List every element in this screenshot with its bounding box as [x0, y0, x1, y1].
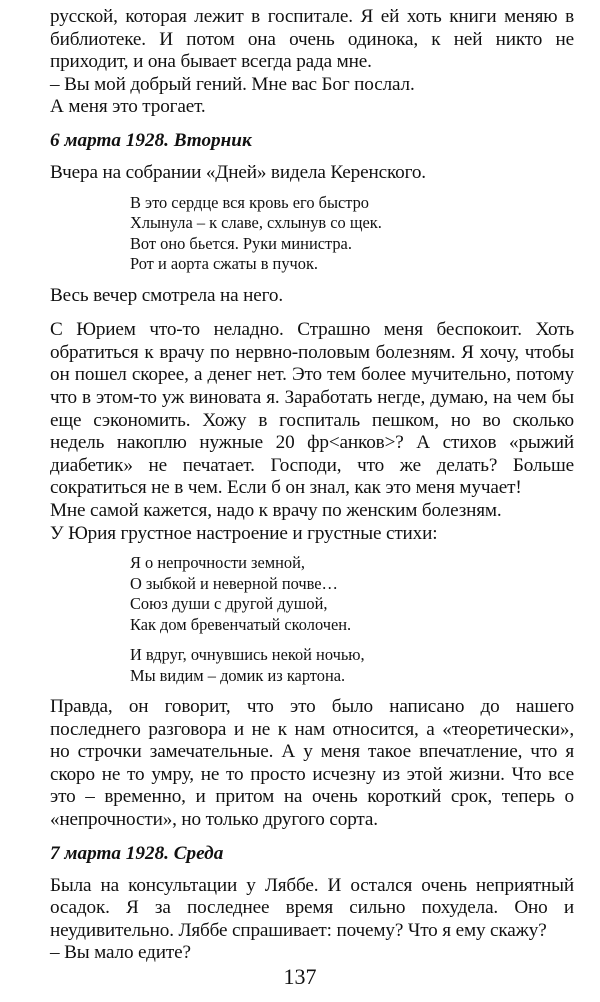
paragraph-mood: У Юрия грустное настроение и грустные стихи: — [50, 522, 438, 544]
poem-line: Мы видим – домик из картона. — [130, 665, 346, 685]
paragraph-touched: А меня это трогает. — [50, 96, 206, 118]
poem-yuri — [130, 553, 574, 686]
poem-line: Союз души с другой душой, — [130, 594, 328, 614]
dialog-line: – Вы мало едите? — [50, 942, 191, 964]
poem-line: Вот оно бьется. Руки министра. — [130, 233, 352, 253]
paragraph-yuri: С Юрием что-то неладно. Страшно меня беспокоит. Хоть обратиться к врачу по нервно-половым болезням. Я хочу, чтобы он пошел скорее, а денег нет. Это тем более мучительно, потому что в этом-то уж виновата я. Заработать негде, думаю, на чем бы еще сэкономить. Хожу в госпиталь пешком, но во сколько недель накоплю нужные 20 фр<анков>? А стихов «рыжий диабетик» не печатает. Господи, что же делать? Больше сократиться не в чем. Если б он знал, как это меня мучает! — [50, 319, 574, 499]
paragraph-kerensky: Вчера на собрании «Дней» видела Керенского. — [50, 161, 426, 183]
poem-line: Как дом бревенчатый сколочен. — [130, 614, 352, 634]
paragraph-evening: Весь вечер смотрела на него. — [50, 284, 283, 306]
paragraph-consultation: Была на консультации у Ляббе. И остался очень неприятный осадок. Я за последнее время сильно похудела. Оно и неудивительно. Ляббе спрашивает: почему? Что я ему скажу? — [50, 874, 574, 941]
poem-kerensky — [130, 193, 574, 275]
diary-entry-heading: 6 марта 1928. Вторник — [50, 129, 252, 151]
paragraph-self: Мне самой кажется, надо к врачу по женским болезням. — [50, 499, 502, 521]
spacer — [50, 307, 574, 319]
poem-line: Я о непрочности земной, — [130, 553, 305, 573]
poem-line: Хлынула – к славе, схлынув со щек. — [130, 213, 382, 233]
poem-line: И вдруг, очнувшись некой ночью, — [130, 645, 365, 665]
page-number: 137 — [283, 964, 317, 989]
diary-entry-heading: 7 марта 1928. Среда — [50, 842, 224, 864]
dialog-line: – Вы мой добрый гений. Мне вас Бог послал. — [50, 73, 415, 95]
paragraph-truth: Правда, он говорит, что это было написано до нашего последнего разговора и не к нам относится, а «теоретически», но строчки замечательные. А у меня такое впечатление, что я скоро не то умру, не то просто исчезну из этой жизни. Что все это – временно, и притом на очень короткий срок, теперь о «непрочности», но только другого сорта. — [50, 696, 574, 831]
stanza-gap — [130, 635, 574, 645]
paragraph-continued: русской, которая лежит в госпитале. Я ей хоть книги меняю в библиотеке. И потом она очень одинока, к ней никто не приходит, и она бывает всегда рада мне. — [50, 6, 574, 73]
poem-line: Рот и аорта сжаты в пучок. — [130, 254, 319, 274]
poem-line: О зыбкой и неверной почве… — [130, 573, 338, 593]
poem-line: В это сердце вся кровь его быстро — [130, 192, 370, 212]
